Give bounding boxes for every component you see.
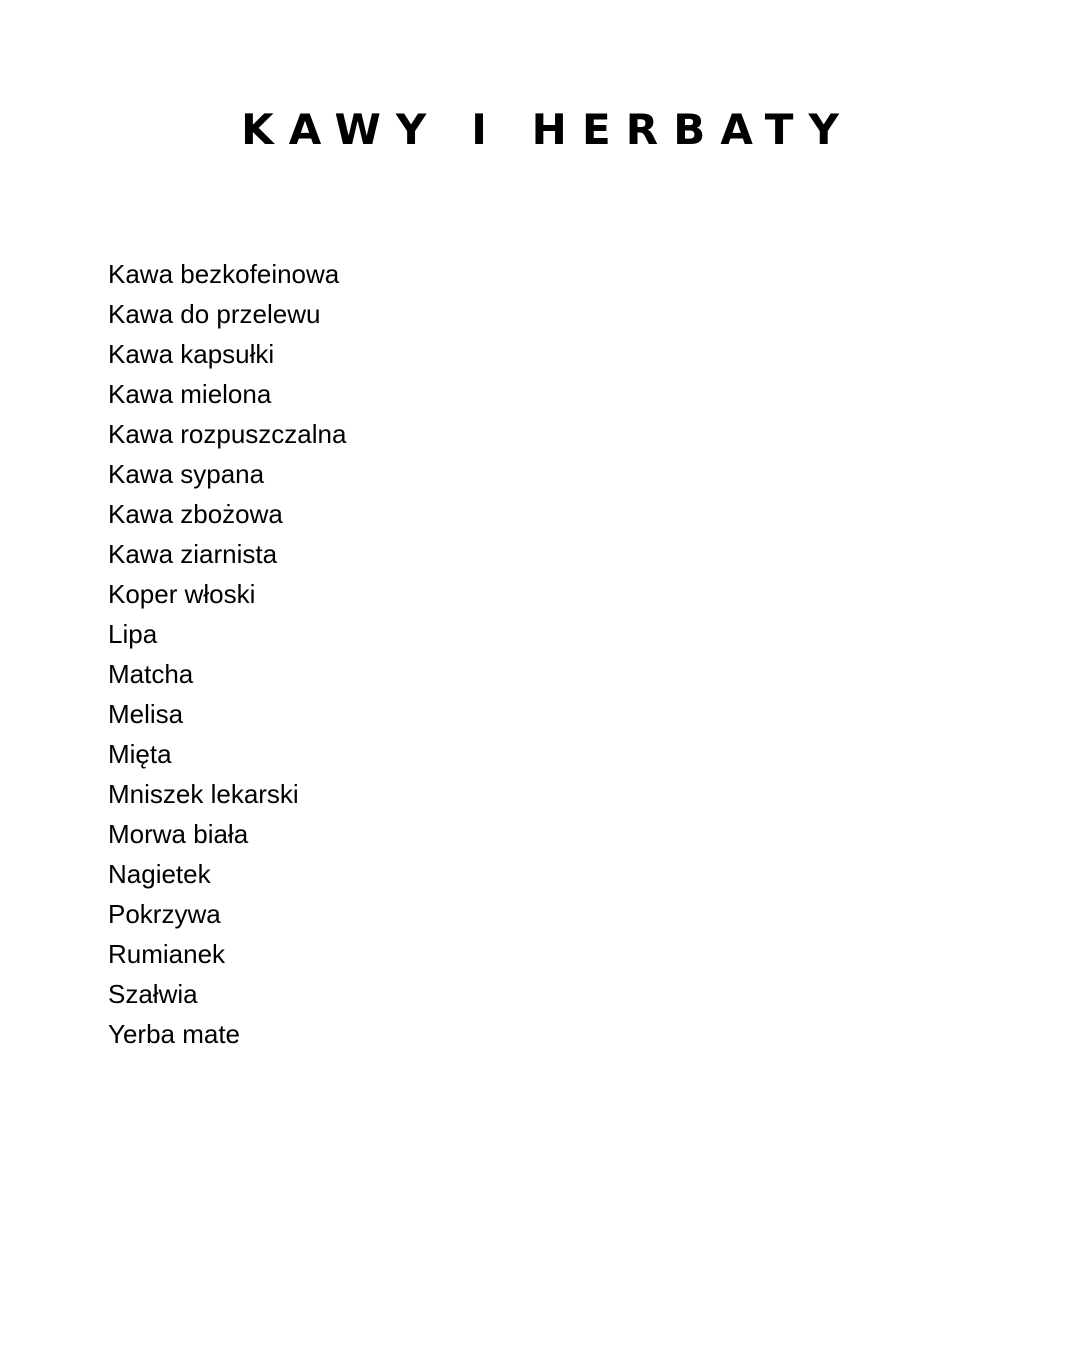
list-item: Koper włoski [108,579,256,609]
list-item: Morwa biała [108,819,249,849]
list-item: Kawa do przelewu [108,299,321,329]
list-item: Pokrzywa [108,899,221,929]
list-item: Rumianek [108,939,226,969]
list-item: Mięta [108,739,172,769]
list-item: Lipa [108,619,158,649]
list-item: Szałwia [108,979,198,1009]
list-item: Kawa sypana [108,459,265,489]
list-item: Kawa rozpuszczalna [108,419,347,449]
page-title: KAWY I HERBATY [241,105,855,154]
list-item: Mniszek lekarski [108,779,299,809]
list-item: Kawa kapsułki [108,339,275,369]
list-item: Nagietek [108,859,211,889]
list-item: Melisa [108,699,184,729]
list-item: Kawa bezkofeinowa [108,259,340,289]
list-item: Kawa ziarnista [108,539,278,569]
list-item: Matcha [108,659,194,689]
item-list [108,254,346,1054]
list-item: Yerba mate [108,1019,241,1049]
list-item: Kawa mielona [108,379,272,409]
list-item: Kawa zbożowa [108,499,283,529]
